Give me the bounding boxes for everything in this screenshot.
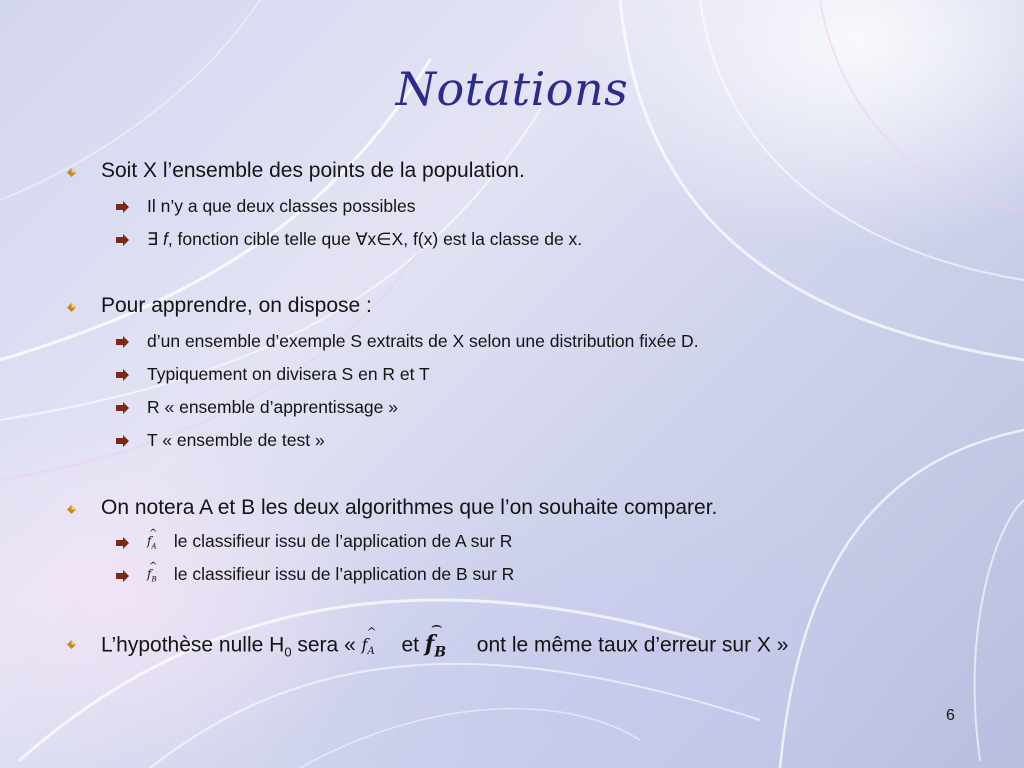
function-f: f — [162, 229, 168, 249]
sub-bullet-item: R « ensemble d’apprentissage » — [147, 397, 398, 417]
text: , f(x) est la classe de x. — [403, 229, 583, 249]
f-hat-a-formula: ^ $f_A$ — [147, 528, 158, 551]
bullet-item: On notera A et B les deux algorithmes que l’on souhaite comparer. — [101, 496, 718, 519]
arrow-bullet-icon — [116, 201, 129, 213]
sub-bullet-item: T « ensemble de test » — [147, 430, 325, 450]
text: , fonction cible telle que — [167, 229, 356, 249]
f-hat-b-formula: ^ $f_B$ — [147, 561, 158, 584]
text: le classifieur issu de l’application de B sur R — [173, 564, 515, 584]
sub-bullet-item: Il n’y a que deux classes possibles — [147, 196, 416, 216]
arrow-bullet-icon — [116, 537, 129, 549]
text: et — [401, 633, 419, 657]
diamond-bullet-icon — [67, 168, 76, 177]
sub-bullet-item — [147, 229, 582, 250]
text: sera « — [291, 633, 362, 657]
text: le classifieur issu de l’application de A sur R — [173, 531, 513, 551]
sub-bullet-item — [147, 528, 513, 552]
text: ont le même taux d’erreur sur X » — [476, 633, 789, 657]
arrow-bullet-icon — [116, 369, 129, 381]
subscript: 0 — [284, 644, 292, 660]
arrow-bullet-icon — [116, 234, 129, 246]
diamond-bullet-icon — [67, 303, 76, 312]
f-hat-b-formula: ⌢ $f_B$ — [424, 615, 447, 661]
text: L’hypothèse nulle H — [101, 633, 285, 657]
page-number: 6 — [946, 707, 955, 724]
diamond-bullet-icon — [67, 505, 76, 514]
slide-title: Notations — [395, 62, 629, 116]
sub-bullet-item — [147, 561, 515, 585]
sub-bullet-item: d’un ensemble d’exemple S extraits de X selon une distribution fixée D. — [147, 331, 699, 351]
arrow-bullet-icon — [116, 435, 129, 447]
arrow-bullet-icon — [116, 402, 129, 414]
f-hat-a-formula: ^ $f_A$ — [361, 624, 377, 657]
bullet-item: Pour apprendre, on dispose : — [101, 294, 372, 317]
forall-symbol: ∀x∈X — [355, 229, 404, 249]
exists-symbol: ∃ — [147, 229, 159, 249]
arrow-bullet-icon — [116, 570, 129, 582]
sub-bullet-item: Typiquement on divisera S en R et T — [147, 364, 430, 384]
arrow-bullet-icon — [116, 336, 129, 348]
bullet-item — [101, 615, 789, 661]
bullet-item: Soit X l’ensemble des points de la population. — [101, 159, 525, 182]
diamond-bullet-icon — [67, 640, 76, 649]
